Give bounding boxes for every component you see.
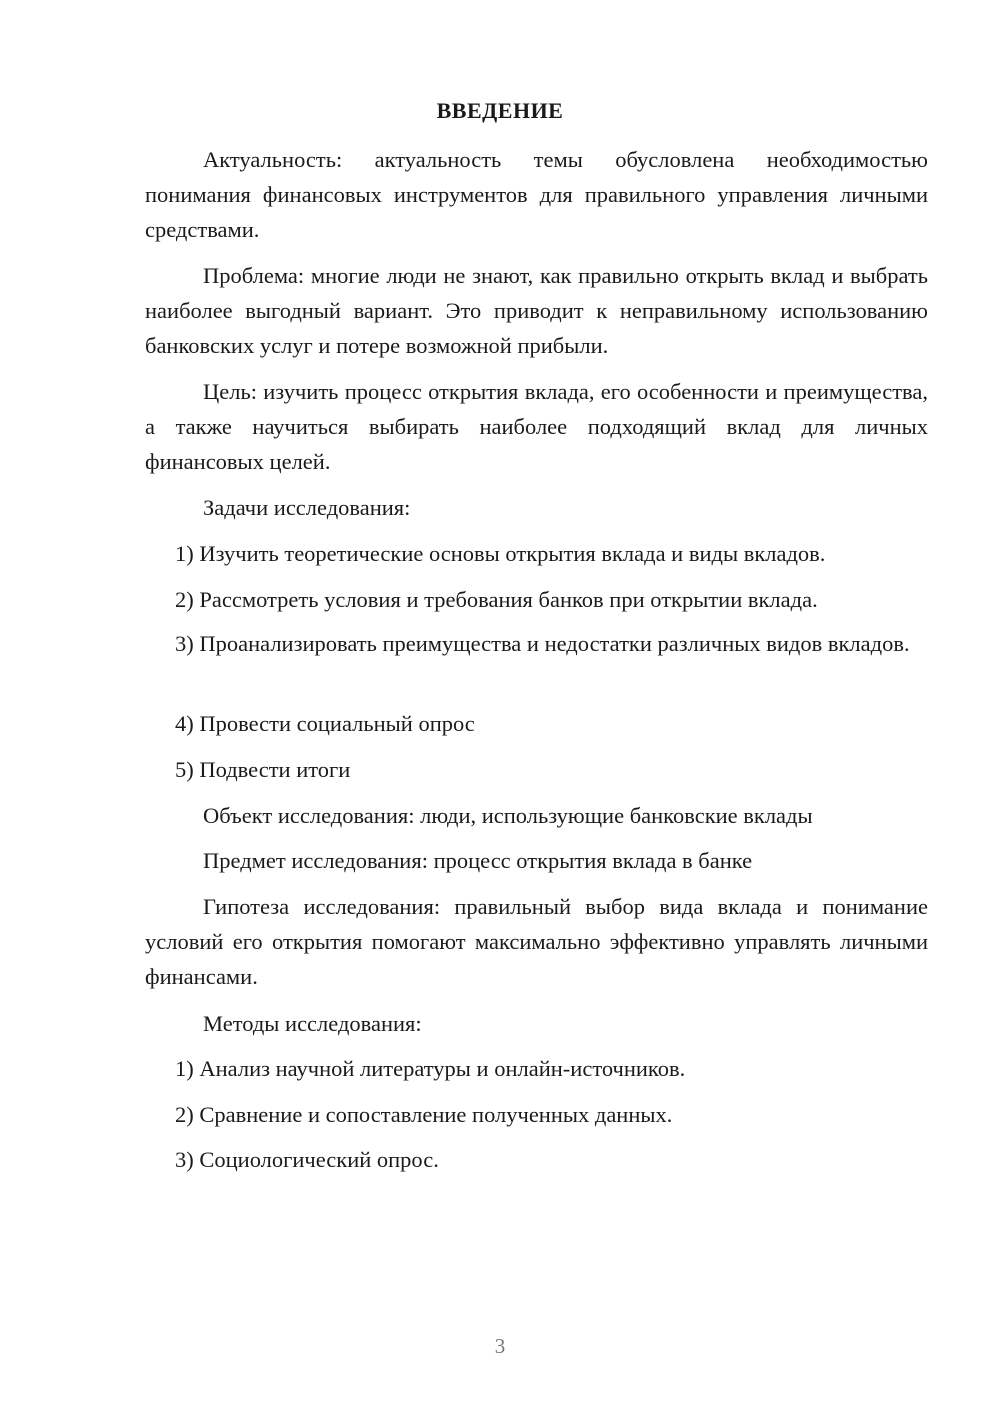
hypothesis-paragraph: Гипотеза исследования: правильный выбор вида вклада и понимание условий его открытия помогают максимально эффективно управлять личными финансами. <box>145 894 928 989</box>
method-item-3: 3) Социологический опрос. <box>175 1147 439 1172</box>
subject-paragraph: Предмет исследования: процесс открытия вклада в банке <box>203 848 753 873</box>
relevance-paragraph: Актуальность: актуальность темы обусловлена необходимостью понимания финансовых инструментов для правильного управления личными средствами. <box>145 147 928 242</box>
page-title: ВВЕДЕНИЕ <box>436 98 564 123</box>
goal-paragraph: Цель: изучить процесс открытия вклада, его особенности и преимущества, а также научиться выбирать наиболее подходящий вклад для личных финансовых целей. <box>145 379 928 474</box>
task-item-4: 4) Провести социальный опрос <box>175 711 475 736</box>
method-item-1: 1) Анализ научной литературы и онлайн-источников. <box>175 1056 686 1081</box>
task-item-1: 1) Изучить теоретические основы открытия вклада и виды вкладов. <box>175 541 826 566</box>
methods-heading: Методы исследования: <box>203 1011 422 1036</box>
problem-paragraph: Проблема: многие люди не знают, как правильно открыть вклад и выбрать наиболее выгодный вариант. Это приводит к неправильному использованию банковских услуг и потере возможной прибыли. <box>145 263 928 358</box>
task-item-5: 5) Подвести итоги <box>175 757 351 782</box>
page-number: 3 <box>494 1334 506 1358</box>
task-item-3: 3) Проанализировать преимущества и недостатки различных видов вкладов. <box>175 631 910 656</box>
object-paragraph: Объект исследования: люди, использующие банковские вклады <box>203 803 813 828</box>
task-item-2: 2) Рассмотреть условия и требования банков при открытии вклада. <box>175 587 818 612</box>
tasks-heading: Задачи исследования: <box>203 495 411 520</box>
method-item-2: 2) Сравнение и сопоставление полученных данных. <box>175 1102 673 1127</box>
